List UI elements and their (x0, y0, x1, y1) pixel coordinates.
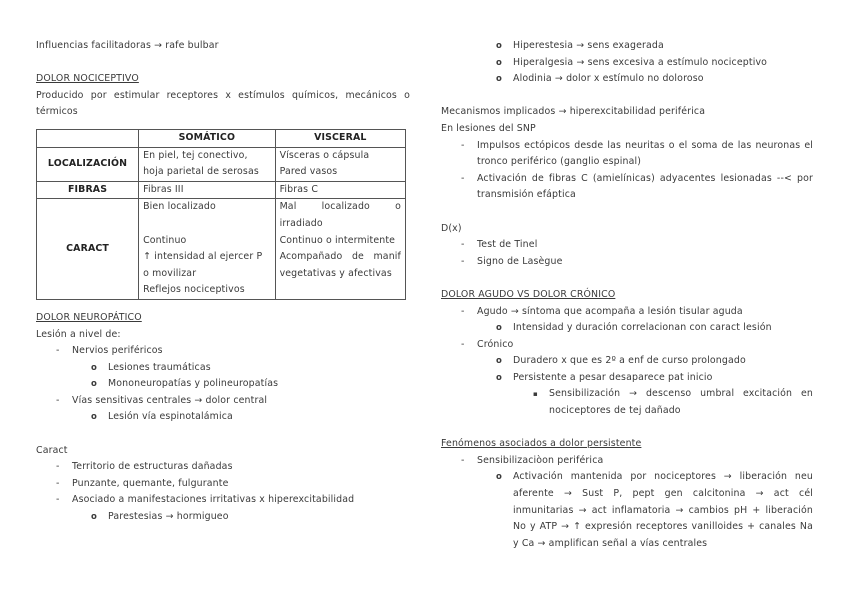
right-column (441, 38, 813, 552)
list-item: o Mononeuropatías y polineuropatías (36, 376, 410, 393)
mecanismos-line: Mecanismos implicados → hiperexcitabilidad periférica (441, 106, 706, 118)
lesiones-snp-line: En lesiones del SNP (441, 122, 536, 134)
cell-line: ↑ intensidad al ejercer P o movilizar (143, 251, 263, 279)
cell-line: Pared vasos (279, 166, 338, 178)
table-corner-cell (37, 129, 139, 147)
cell-visceral (275, 147, 405, 181)
list-item: - Crónico (441, 337, 813, 354)
cell-line: Continuo o intermitente (279, 234, 396, 246)
list-item: o Lesiones traumáticas (36, 360, 410, 377)
heading-dolor-neuropatico: DOLOR NEUROPÁTICO (36, 311, 142, 323)
lesion-a-nivel: Lesión a nivel de: (36, 328, 121, 340)
row-label-fibras: FIBRAS (37, 181, 139, 199)
cell-line: Fibras C (279, 183, 319, 195)
cell-line: Mal localizado o irradiado (279, 201, 401, 229)
cell-visceral (275, 181, 405, 199)
lesion-list (36, 343, 410, 426)
intro-line: Influencias facilitadoras → rafe bulbar (36, 40, 219, 51)
cell-visceral (275, 199, 405, 300)
cell-line: Fibras III (143, 183, 184, 195)
cell-somatico (139, 147, 275, 181)
list-item: o Duradero x que es 2º a enf de curso prolongado (441, 353, 813, 370)
cell-line: Reflejos nociceptivos (143, 284, 245, 296)
list-item: - Agudo → síntoma que acompaña a lesión tisular aguda (441, 304, 813, 321)
cell-line: En piel, tej conectivo, hoja parietal de serosas (143, 149, 259, 178)
heading-dolor-nociceptivo: DOLOR NOCICEPTIVO (36, 73, 139, 85)
cell-line: Acompañado de manif vegetativas y afectivas (279, 251, 401, 279)
cell-line: Continuo (143, 234, 187, 246)
cell-line: Bien localizado (143, 201, 216, 213)
list-item: - Asociado a manifestaciones irritativas x hiperexcitabilidad (36, 492, 410, 509)
header-somatico: SOMÁTICO (139, 129, 275, 147)
list-item: - Activación de fibras C (amielínicas) adyacentes lesionadas --< por transmisión efáptica (441, 171, 813, 204)
table-row (37, 181, 406, 199)
cell-somatico (139, 181, 275, 199)
list-item: o Persistente a pesar desaparece pat inicio (441, 370, 813, 387)
table-header-row (37, 129, 406, 147)
list-item: - Nervios periféricos (36, 343, 410, 360)
list-item: o Lesión vía espinotalámica (36, 409, 410, 426)
caract-label: Caract (36, 444, 68, 456)
list-item: o Intensidad y duración correlacionan con caract lesión (441, 320, 813, 337)
snp-list (441, 138, 813, 204)
list-item: o Activación mantenida por nociceptores → liberación neu aferente → Sust P, pept gen calcitonina → act cél inmunitarias → act inflamatoria → cambios pH + liberación No y ATP → ↑ expresión receptores vanilloides + canales Na y Ca → amplifican señal a vías centrales (441, 469, 813, 552)
heading-agudo-vs-cronico: DOLOR AGUDO VS DOLOR CRÓNICO (441, 288, 616, 300)
list-item: ▪ Sensibilización → descenso umbral excitación en nociceptores de tej dañado (441, 386, 813, 419)
list-item: - Signo de Lasègue (441, 254, 813, 271)
comparison-table (36, 129, 406, 300)
list-item: o Parestesias → hormigueo (36, 509, 410, 526)
list-item: - Sensibilizaciòon periférica (441, 453, 813, 470)
row-label-caract: CARACT (37, 199, 139, 300)
dx-list (441, 237, 813, 270)
cell-somatico (139, 199, 275, 300)
caract-list (36, 459, 410, 525)
sensibility-list (441, 38, 813, 88)
left-column (36, 38, 410, 526)
list-item: - Impulsos ectópicos desde las neuritas o el soma de las neuronas el tronco periférico (ganglio espinal) (441, 138, 813, 171)
list-item: - Punzante, quemante, fulgurante (36, 476, 410, 493)
nociceptivo-description: Producido por estimular receptores x estímulos químicos, mecánicos o térmicos (36, 89, 410, 118)
heading-fenomenos: Fenómenos asociados a dolor persistente (441, 438, 642, 450)
list-item: - Test de Tinel (441, 237, 813, 254)
agudo-cronico-list (441, 304, 813, 420)
list-item: o Alodinia → dolor x estímulo no doloroso (441, 71, 813, 88)
cell-line: Vísceras o cápsula (279, 149, 370, 161)
list-item: - Territorio de estructuras dañadas (36, 459, 410, 476)
table-row (37, 147, 406, 181)
list-item: o Hiperalgesia → sens excesiva a estímulo nociceptivo (441, 55, 813, 72)
dx-label: D(x) (441, 222, 462, 234)
cell-line (143, 216, 270, 233)
header-visceral: VISCERAL (275, 129, 405, 147)
fenomenos-list (441, 453, 813, 553)
list-item: - Vías sensitivas centrales → dolor central (36, 393, 410, 410)
row-label-localizacion: LOCALIZACIÓN (37, 147, 139, 181)
table-row (37, 199, 406, 300)
list-item: o Hiperestesia → sens exagerada (441, 38, 813, 55)
